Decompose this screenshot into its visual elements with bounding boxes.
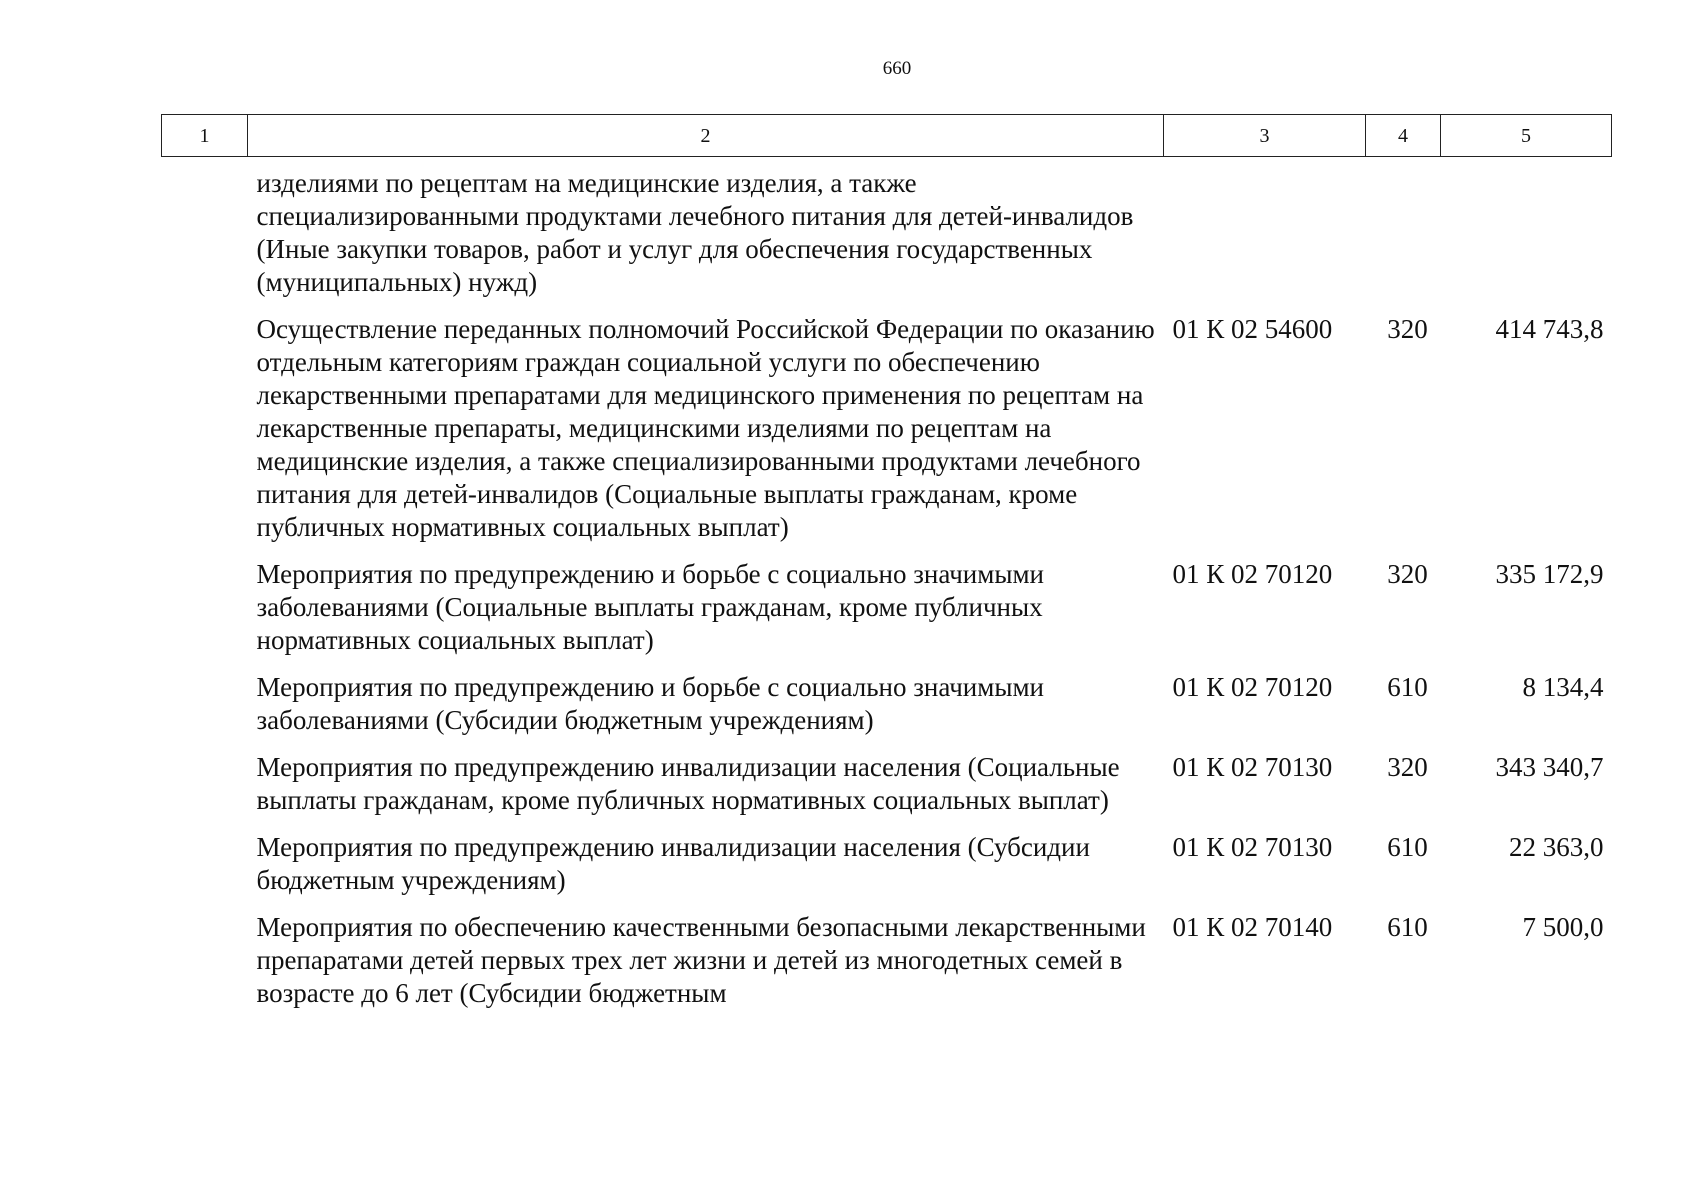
amount	[1441, 157, 1612, 314]
item-name: Мероприятия по предупреждению инвалидизации населения (Субсидии бюджетным учреждениям)	[256, 832, 1090, 895]
item-name: Мероприятия по предупреждению инвалидизации населения (Социальные выплаты гражданам, кроме публичных нормативных социальных выплат)	[256, 752, 1120, 815]
item-name: Мероприятия по предупреждению и борьбе с социально значимыми заболеваниями (Социальные выплаты гражданам, кроме публичных нормативных социальных выплат)	[256, 559, 1045, 655]
target-article-code: 01 К 02 70130	[1172, 752, 1333, 782]
amount: 335 172,9	[1495, 559, 1604, 589]
row-number-cell	[162, 831, 248, 911]
table-row	[162, 831, 1612, 911]
row-number-cell	[162, 157, 248, 314]
row-number-cell	[162, 751, 248, 831]
target-article-code: 01 К 02 70120	[1172, 559, 1333, 589]
target-article-code: 01 К 02 70140	[1172, 912, 1333, 942]
item-name: Мероприятия по обеспечению качественными безопасными лекарственными препаратами детей первых трех лет жизни и детей из многодетных семей в возрасте до 6 лет (Субсидии бюджетным	[256, 912, 1146, 1008]
amount: 343 340,7	[1495, 752, 1604, 782]
table-row	[162, 313, 1612, 558]
column-header-2: 2	[248, 115, 1164, 157]
budget-table	[161, 114, 1612, 1024]
amount: 8 134,4	[1522, 672, 1604, 702]
table-body	[162, 157, 1612, 1025]
table-row	[162, 157, 1612, 314]
column-header-4: 4	[1366, 115, 1441, 157]
expense-type-code: 610	[1387, 672, 1428, 702]
column-header-1: 1	[162, 115, 248, 157]
expense-type-code	[1366, 157, 1441, 314]
header-row	[162, 115, 1612, 157]
target-article-code: 01 К 02 70120	[1172, 672, 1333, 702]
item-name: Осуществление переданных полномочий Российской Федерации по оказанию отдельным категориям граждан социальной услуги по обеспечению лекарственными препаратами для медицинского применения по рецептам на лекарственные препараты, медицинскими изделиями по рецептам на медицинские изделия, а также специализированными продуктами лечебного питания для детей-инвалидов (Социальные выплаты гражданам, кроме публичных нормативных социальных выплат)	[256, 314, 1155, 542]
table-row	[162, 911, 1612, 1024]
target-article-code	[1164, 157, 1366, 314]
row-number-cell	[162, 911, 248, 1024]
row-number-cell	[162, 558, 248, 671]
expense-type-code: 320	[1387, 559, 1428, 589]
page-number: 660	[882, 58, 912, 79]
item-name: изделиями по рецептам на медицинские изделия, а также специализированными продуктами лечебного питания для детей-инвалидов (Иные закупки товаров, работ и услуг для обеспечения государственных (муниципальных) нужд)	[256, 168, 1134, 297]
target-article-code: 01 К 02 54600	[1172, 314, 1333, 344]
item-name: Мероприятия по предупреждению и борьбе с социально значимыми заболеваниями (Субсидии бюджетным учреждениям)	[256, 672, 1045, 735]
table-row	[162, 751, 1612, 831]
expense-type-code: 320	[1387, 314, 1428, 344]
amount: 414 743,8	[1495, 314, 1604, 344]
target-article-code: 01 К 02 70130	[1172, 832, 1333, 862]
table-row	[162, 671, 1612, 751]
amount: 7 500,0	[1522, 912, 1604, 942]
table-header	[162, 115, 1612, 157]
expense-type-code: 610	[1387, 832, 1428, 862]
row-number-cell	[162, 313, 248, 558]
column-header-3: 3	[1164, 115, 1366, 157]
expense-type-code: 320	[1387, 752, 1428, 782]
expense-type-code: 610	[1387, 912, 1428, 942]
column-header-5: 5	[1441, 115, 1612, 157]
table-row	[162, 558, 1612, 671]
amount: 22 363,0	[1509, 832, 1604, 862]
row-number-cell	[162, 671, 248, 751]
